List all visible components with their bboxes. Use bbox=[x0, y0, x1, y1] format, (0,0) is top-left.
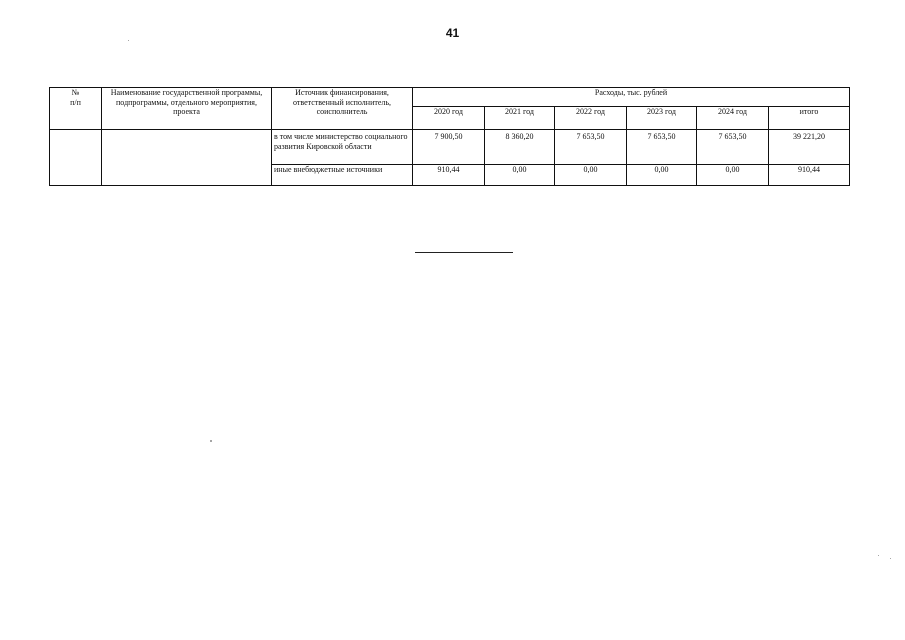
header-row bbox=[50, 88, 850, 107]
header-program-name: Наименование государственной программы, подпрограммы, отдельного мероприятия, проекта bbox=[102, 88, 272, 130]
header-year: 2024 год bbox=[697, 107, 769, 130]
cell-value: 0,00 bbox=[485, 165, 555, 186]
separator-line bbox=[415, 252, 513, 253]
cell-value: 7 653,50 bbox=[627, 130, 697, 165]
scan-speck bbox=[210, 440, 212, 442]
table-row bbox=[50, 130, 850, 165]
header-number: № п/п bbox=[50, 88, 102, 130]
scan-speck bbox=[128, 40, 129, 41]
scan-speck bbox=[878, 555, 879, 556]
cell-funding-source: в том числе министерство социального развития Кировской области bbox=[272, 130, 413, 165]
cell-value: 0,00 bbox=[555, 165, 627, 186]
cell-value: 0,00 bbox=[627, 165, 697, 186]
cell-total: 910,44 bbox=[769, 165, 850, 186]
header-year: 2023 год bbox=[627, 107, 697, 130]
header-year: 2022 год bbox=[555, 107, 627, 130]
budget-table bbox=[49, 87, 850, 186]
cell-value: 8 360,20 bbox=[485, 130, 555, 165]
cell-value: 7 653,50 bbox=[697, 130, 769, 165]
cell-value: 7 900,50 bbox=[413, 130, 485, 165]
header-total: итого bbox=[769, 107, 850, 130]
cell-value: 0,00 bbox=[697, 165, 769, 186]
cell-value: 910,44 bbox=[413, 165, 485, 186]
cell-funding-source: иные внебюджетные источники bbox=[272, 165, 413, 186]
header-expenses: Расходы, тыс. рублей bbox=[413, 88, 850, 107]
cell-program-name bbox=[102, 130, 272, 186]
header-funding-source: Источник финансирования, ответственный исполнитель, соисполнитель bbox=[272, 88, 413, 130]
header-year: 2020 год bbox=[413, 107, 485, 130]
cell-total: 39 221,20 bbox=[769, 130, 850, 165]
scan-speck bbox=[890, 558, 891, 559]
cell-number bbox=[50, 130, 102, 186]
cell-value: 7 653,50 bbox=[555, 130, 627, 165]
page-number: 41 bbox=[445, 26, 460, 40]
header-year: 2021 год bbox=[485, 107, 555, 130]
